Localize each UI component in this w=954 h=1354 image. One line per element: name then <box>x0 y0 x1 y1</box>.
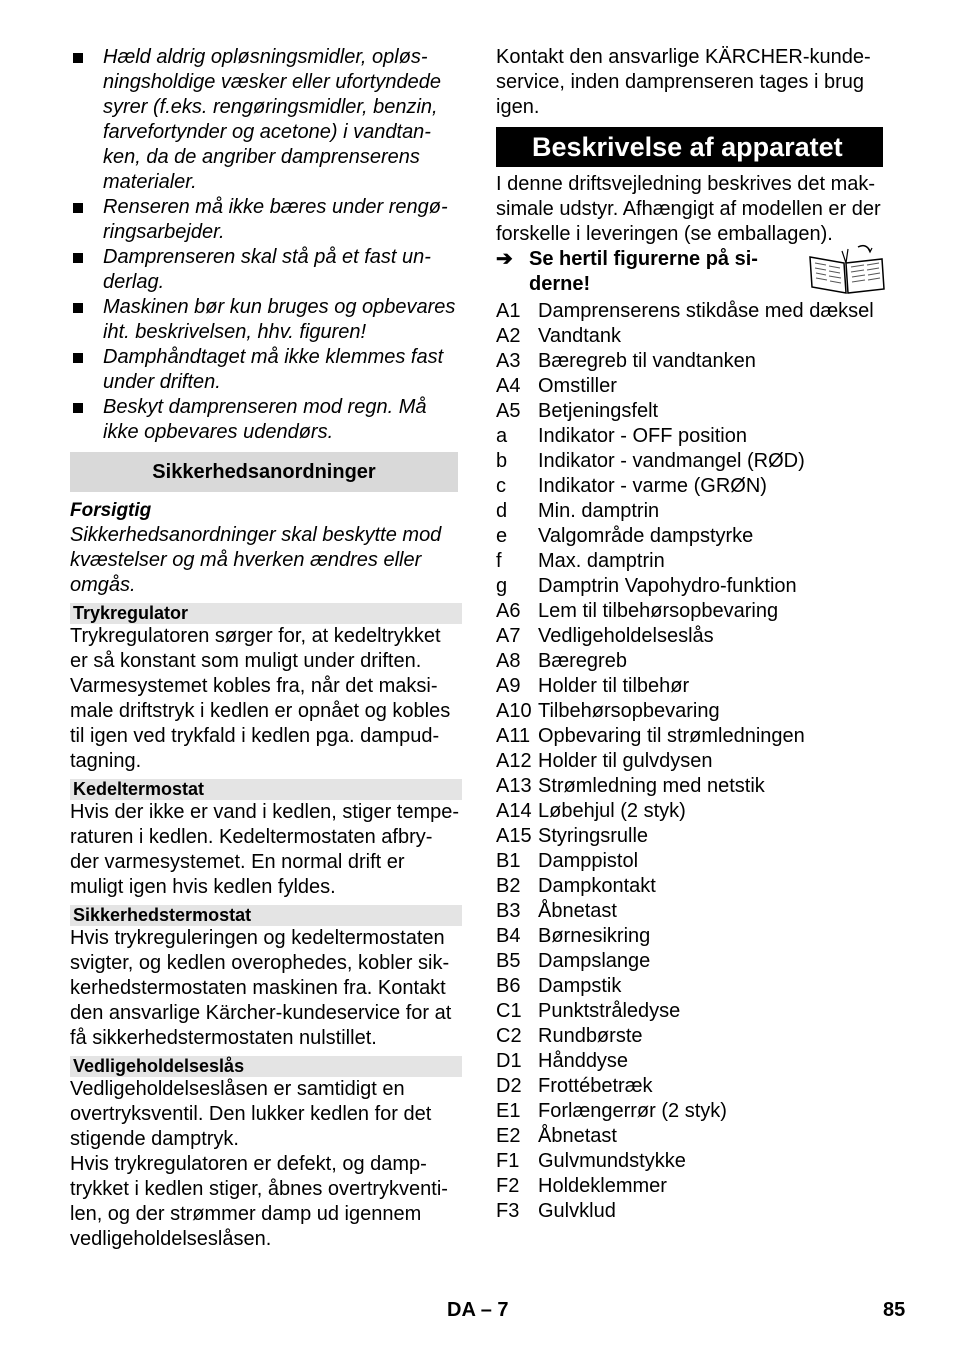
list-item <box>496 1074 888 1099</box>
body-line: raturen i kedlen. Kedeltermostaten afbry- <box>70 826 433 848</box>
bullet-line: derlag. <box>103 271 165 293</box>
item-code: B5 <box>496 950 521 972</box>
list-item <box>496 1099 888 1124</box>
item-code: b <box>496 450 508 472</box>
bullet-item <box>70 245 462 295</box>
list-item <box>496 424 888 449</box>
bullet-line: ringsarbejder. <box>103 221 225 243</box>
item-code: D1 <box>496 1050 522 1072</box>
list-item <box>496 324 888 349</box>
item-label: Bæregreb til vandtanken <box>538 350 756 372</box>
item-label: Betjeningsfelt <box>538 400 659 422</box>
caution-line: kvæstelser og må hverken ændres eller <box>70 549 422 571</box>
item-label: Gulvmundstykke <box>538 1150 686 1172</box>
bullet-line: Damprenseren skal stå på et fast un- <box>103 246 431 268</box>
subsection-pressure-regulator <box>70 603 462 774</box>
body-line: service, inden damprenseren tages i brug <box>496 71 864 93</box>
list-item <box>496 974 888 999</box>
item-code: e <box>496 525 508 547</box>
item-code: E2 <box>496 1125 521 1147</box>
item-code: A5 <box>496 400 521 422</box>
item-label: Børnesikring <box>538 925 651 947</box>
item-code: A14 <box>496 800 532 822</box>
item-code: A11 <box>496 725 531 747</box>
item-label: Åbnetast <box>538 1125 617 1147</box>
list-item <box>496 524 888 549</box>
body-line: Varmesystemet kobles fra, når det maksi- <box>70 675 438 697</box>
body-line: I denne driftsvejledning beskrives det mak- <box>496 173 876 195</box>
caution-line: omgås. <box>70 574 136 596</box>
item-code: A3 <box>496 350 521 372</box>
list-item <box>496 724 888 749</box>
page-number: 85 <box>883 1299 906 1321</box>
body-line: trykket i kedlen stiger, åbnes overtrykventi- <box>70 1178 448 1200</box>
item-code: f <box>496 550 502 572</box>
item-label: Max. damptrin <box>538 550 665 572</box>
footer-section-label: DA – 7 <box>447 1299 509 1321</box>
square-bullet-icon <box>73 303 83 313</box>
item-code: A8 <box>496 650 521 672</box>
body-line: overtryksventil. Den lukker kedlen for det <box>70 1103 432 1125</box>
item-label: Gulvklud <box>538 1200 616 1222</box>
body-line: kerhedstermostaten maskinen fra. Kontakt <box>70 977 446 999</box>
item-label: Rundbørste <box>538 1025 643 1047</box>
body-line: muligt igen hvis kedlen fyldes. <box>70 876 336 898</box>
bullet-item <box>70 395 462 445</box>
book-pages-icon <box>806 243 888 297</box>
list-item <box>496 374 888 399</box>
body-line: len, og der strømmer damp ud igennem <box>70 1203 422 1225</box>
body-line: til igen ved trykfald i kedlen pga. dampud- <box>70 725 440 747</box>
figure-reference-note <box>496 247 888 297</box>
bullet-line: ningsholdige væsker eller ufortyndede <box>103 71 441 93</box>
body-line: simale udstyr. Afhængigt af modellen er der <box>496 198 881 220</box>
list-item <box>496 624 888 649</box>
list-item <box>496 1124 888 1149</box>
square-bullet-icon <box>73 403 83 413</box>
item-code: A2 <box>496 325 521 347</box>
list-item <box>496 449 888 474</box>
list-item <box>496 749 888 774</box>
item-code: A12 <box>496 750 532 772</box>
item-label: Styringsrulle <box>538 825 649 847</box>
body-line: få sikkerhedstermostaten nulstillet. <box>70 1027 377 1049</box>
bullet-line: ikke opbevares udendørs. <box>103 421 334 443</box>
body-line: Hvis der ikke er vand i kedlen, stiger tempe- <box>70 801 460 823</box>
item-label: Holder til tilbehør <box>538 675 690 697</box>
list-item <box>496 949 888 974</box>
bullet-line: ken, da de angriber damprenserens <box>103 146 420 168</box>
item-label: Min. damptrin <box>538 500 660 522</box>
item-label: Vedligeholdelseslås <box>538 625 714 647</box>
list-item <box>496 574 888 599</box>
body-line: Hvis trykreguleringen og kedeltermostaten <box>70 927 445 949</box>
item-code: E1 <box>496 1100 521 1122</box>
item-code: A13 <box>496 775 532 797</box>
list-item <box>496 1174 888 1199</box>
body-line: igen. <box>496 96 540 118</box>
list-item <box>496 1199 888 1224</box>
list-item <box>496 674 888 699</box>
list-item <box>496 799 888 824</box>
square-bullet-icon <box>73 353 83 363</box>
subsection-heading: Trykregulator <box>70 603 462 624</box>
item-label: Dampkontakt <box>538 875 656 897</box>
item-code: c <box>496 475 506 497</box>
item-code: a <box>496 425 508 447</box>
item-label: Tilbehørsopbevaring <box>538 700 720 722</box>
body-line: Trykregulatoren sørger for, at kedeltrykket <box>70 625 441 647</box>
subsection-maintenance-lock <box>70 1056 462 1252</box>
item-label: Strømledning med netstik <box>538 775 765 797</box>
item-label: Punktstråledyse <box>538 1000 681 1022</box>
list-item <box>496 999 888 1024</box>
list-item <box>496 349 888 374</box>
subsection-safety-thermostat <box>70 905 462 1051</box>
bullet-line: syrer (f.eks. rengøringsmidler, benzin, <box>103 96 438 118</box>
description-text <box>496 172 888 247</box>
list-item <box>496 874 888 899</box>
square-bullet-icon <box>73 53 83 63</box>
bullet-item <box>70 345 462 395</box>
item-label: Indikator - OFF position <box>538 425 747 447</box>
bullet-line: Hæld aldrig opløsningsmidler, opløs- <box>103 46 428 68</box>
item-label: Forlængerrør (2 styk) <box>538 1100 727 1122</box>
list-item <box>496 299 888 324</box>
item-label: Holdeklemmer <box>538 1175 667 1197</box>
list-item <box>496 549 888 574</box>
item-label: Damprenserens stikdåse med dæksel <box>538 300 874 322</box>
subsection-heading: Kedeltermostat <box>70 779 462 800</box>
list-item <box>496 1024 888 1049</box>
square-bullet-icon <box>73 253 83 263</box>
item-code: B6 <box>496 975 521 997</box>
bullet-line: Maskinen bør kun bruges og opbevares <box>103 296 456 318</box>
list-item <box>496 774 888 799</box>
bullet-line: farvefortynder og acetone) i vandtan- <box>103 121 431 143</box>
item-label: Damppistol <box>538 850 639 872</box>
item-label: Frottébetræk <box>538 1075 653 1097</box>
item-code: F2 <box>496 1175 520 1197</box>
body-line: Hvis trykregulatoren er defekt, og damp- <box>70 1153 427 1175</box>
item-code: A10 <box>496 700 532 722</box>
item-code: d <box>496 500 508 522</box>
bullet-line: Beskyt damprenseren mod regn. Må <box>103 396 427 418</box>
list-item <box>496 399 888 424</box>
item-label: Holder til gulvdysen <box>538 750 713 772</box>
item-label: Dampslange <box>538 950 651 972</box>
caution-text <box>70 523 462 598</box>
body-line: forskelle i leveringen (se emballagen). <box>496 223 833 245</box>
arrow-right-icon: ➔ <box>496 248 513 270</box>
body-line: er så konstant som muligt under driften. <box>70 650 422 672</box>
note-text <box>529 247 758 297</box>
item-code: F1 <box>496 1150 520 1172</box>
body-line: stigende damptryk. <box>70 1128 239 1150</box>
item-label: Indikator - varme (GRØN) <box>538 475 767 497</box>
item-code: A6 <box>496 600 521 622</box>
subsection-boiler-thermostat <box>70 779 462 900</box>
device-description-title: Beskrivelse af apparatet <box>496 127 883 167</box>
item-code: g <box>496 575 508 597</box>
item-label: Valgområde dampstyrke <box>538 525 754 547</box>
item-code: C2 <box>496 1025 522 1047</box>
body-line: vedligeholdelseslåsen. <box>70 1228 272 1250</box>
list-item <box>496 849 888 874</box>
body-line: Vedligeholdelseslåsen er samtidigt en <box>70 1078 405 1100</box>
item-code: A15 <box>496 825 532 847</box>
list-item <box>496 1049 888 1074</box>
subsection-heading: Sikkerhedstermostat <box>70 905 462 926</box>
bullet-item <box>70 295 462 345</box>
body-line: tagning. <box>70 750 142 772</box>
bullet-line: iht. beskrivelsen, hhv. figuren! <box>103 321 367 343</box>
safety-devices-heading: Sikkerhedsanordninger <box>70 452 458 492</box>
item-label: Løbehjul (2 styk) <box>538 800 686 822</box>
item-code: A7 <box>496 625 521 647</box>
body-line: den ansvarlige Kärcher-kundeservice for at <box>70 1002 452 1024</box>
item-label: Lem til tilbehørsopbevaring <box>538 600 779 622</box>
item-label: Damptrin Vapohydro-funktion <box>538 575 797 597</box>
item-label: Åbnetast <box>538 900 617 922</box>
list-item <box>496 1149 888 1174</box>
bullet-item <box>70 195 462 245</box>
item-code: A9 <box>496 675 521 697</box>
warning-bullet-list <box>70 45 462 445</box>
item-label: Indikator - vandmangel (RØD) <box>538 450 805 472</box>
note-line: derne! <box>529 273 591 295</box>
bullet-line: Renseren må ikke bæres under rengø- <box>103 196 448 218</box>
body-line: Kontakt den ansvarlige KÄRCHER-kunde- <box>496 46 871 68</box>
subsection-heading: Vedligeholdelseslås <box>70 1056 462 1077</box>
right-column <box>496 45 888 1224</box>
list-item <box>496 499 888 524</box>
list-item <box>496 899 888 924</box>
caution-line: Sikkerhedsanordninger skal beskytte mod <box>70 524 442 546</box>
item-code: B2 <box>496 875 521 897</box>
item-code: D2 <box>496 1075 522 1097</box>
body-line: der varmesystemet. En normal drift er <box>70 851 405 873</box>
note-line: Se hertil figurerne på si- <box>529 248 758 270</box>
item-code: B1 <box>496 850 521 872</box>
item-code: C1 <box>496 1000 522 1022</box>
list-item <box>496 699 888 724</box>
item-code: A4 <box>496 375 521 397</box>
item-label: Bæregreb <box>538 650 627 672</box>
list-item <box>496 824 888 849</box>
square-bullet-icon <box>73 203 83 213</box>
bullet-line: Damphåndtaget må ikke klemmes fast <box>103 346 444 368</box>
component-list <box>496 299 888 1224</box>
list-item <box>496 649 888 674</box>
item-code: A1 <box>496 300 521 322</box>
item-label: Dampstik <box>538 975 622 997</box>
item-label: Hånddyse <box>538 1050 629 1072</box>
item-code: B4 <box>496 925 521 947</box>
intro-text <box>496 45 888 120</box>
list-item <box>496 924 888 949</box>
caution-label: Forsigtig <box>70 500 152 521</box>
body-line: svigter, og kedlen overophedes, kobler sik- <box>70 952 450 974</box>
item-label: Vandtank <box>538 325 622 347</box>
item-label: Opbevaring til strømledningen <box>538 725 805 747</box>
list-item <box>496 474 888 499</box>
left-column <box>70 45 462 1252</box>
bullet-line: materialer. <box>103 171 197 193</box>
item-code: F3 <box>496 1200 520 1222</box>
bullet-line: under driften. <box>103 371 221 393</box>
body-line: male driftstryk i kedlen er opnået og kobles <box>70 700 451 722</box>
item-code: B3 <box>496 900 521 922</box>
bullet-item <box>70 45 462 195</box>
list-item <box>496 599 888 624</box>
item-label: Omstiller <box>538 375 617 397</box>
